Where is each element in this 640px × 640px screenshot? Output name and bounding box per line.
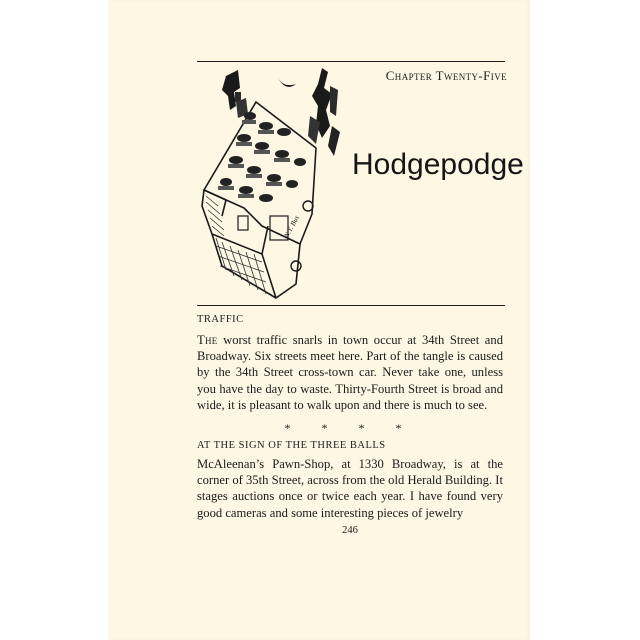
paragraph-traffic (197, 332, 503, 413)
paragraph-three-balls (197, 456, 503, 521)
bus-sign: N.Y. Bus (282, 214, 301, 239)
chapter-title: Hodgepodge (352, 148, 524, 181)
section-heading-traffic: TRAFFIC (197, 314, 244, 325)
bus-illustration (192, 66, 342, 302)
paragraph-first-word: The (197, 333, 218, 347)
page-number: 246 (342, 525, 358, 536)
section-heading-three-balls: AT THE SIGN OF THE THREE BALLS (197, 440, 386, 451)
middle-rule (197, 305, 505, 306)
paragraph-body: worst traffic snarls in town occur at 34th Street and Broadway. Six streets meet here. Part of the tangle is caused by the 34th Street cross-town car. Never take one, unless you have the day to waste. Thirty-Fourth Street is broad and wide, it is pleasant to walk upon and there is much to see. (197, 333, 503, 412)
section-separator: * * * * (284, 421, 416, 435)
paragraph-body: McAleenan’s Pawn-Shop, at 1330 Broadway, is at the corner of 35th Street, across from the old Herald Building. It stages auctions once or twice each year. I have found very good cameras and some interesting pieces of jewelry (197, 457, 503, 520)
chapter-label: Chapter Twenty-Five (385, 68, 507, 83)
top-rule (197, 61, 505, 62)
